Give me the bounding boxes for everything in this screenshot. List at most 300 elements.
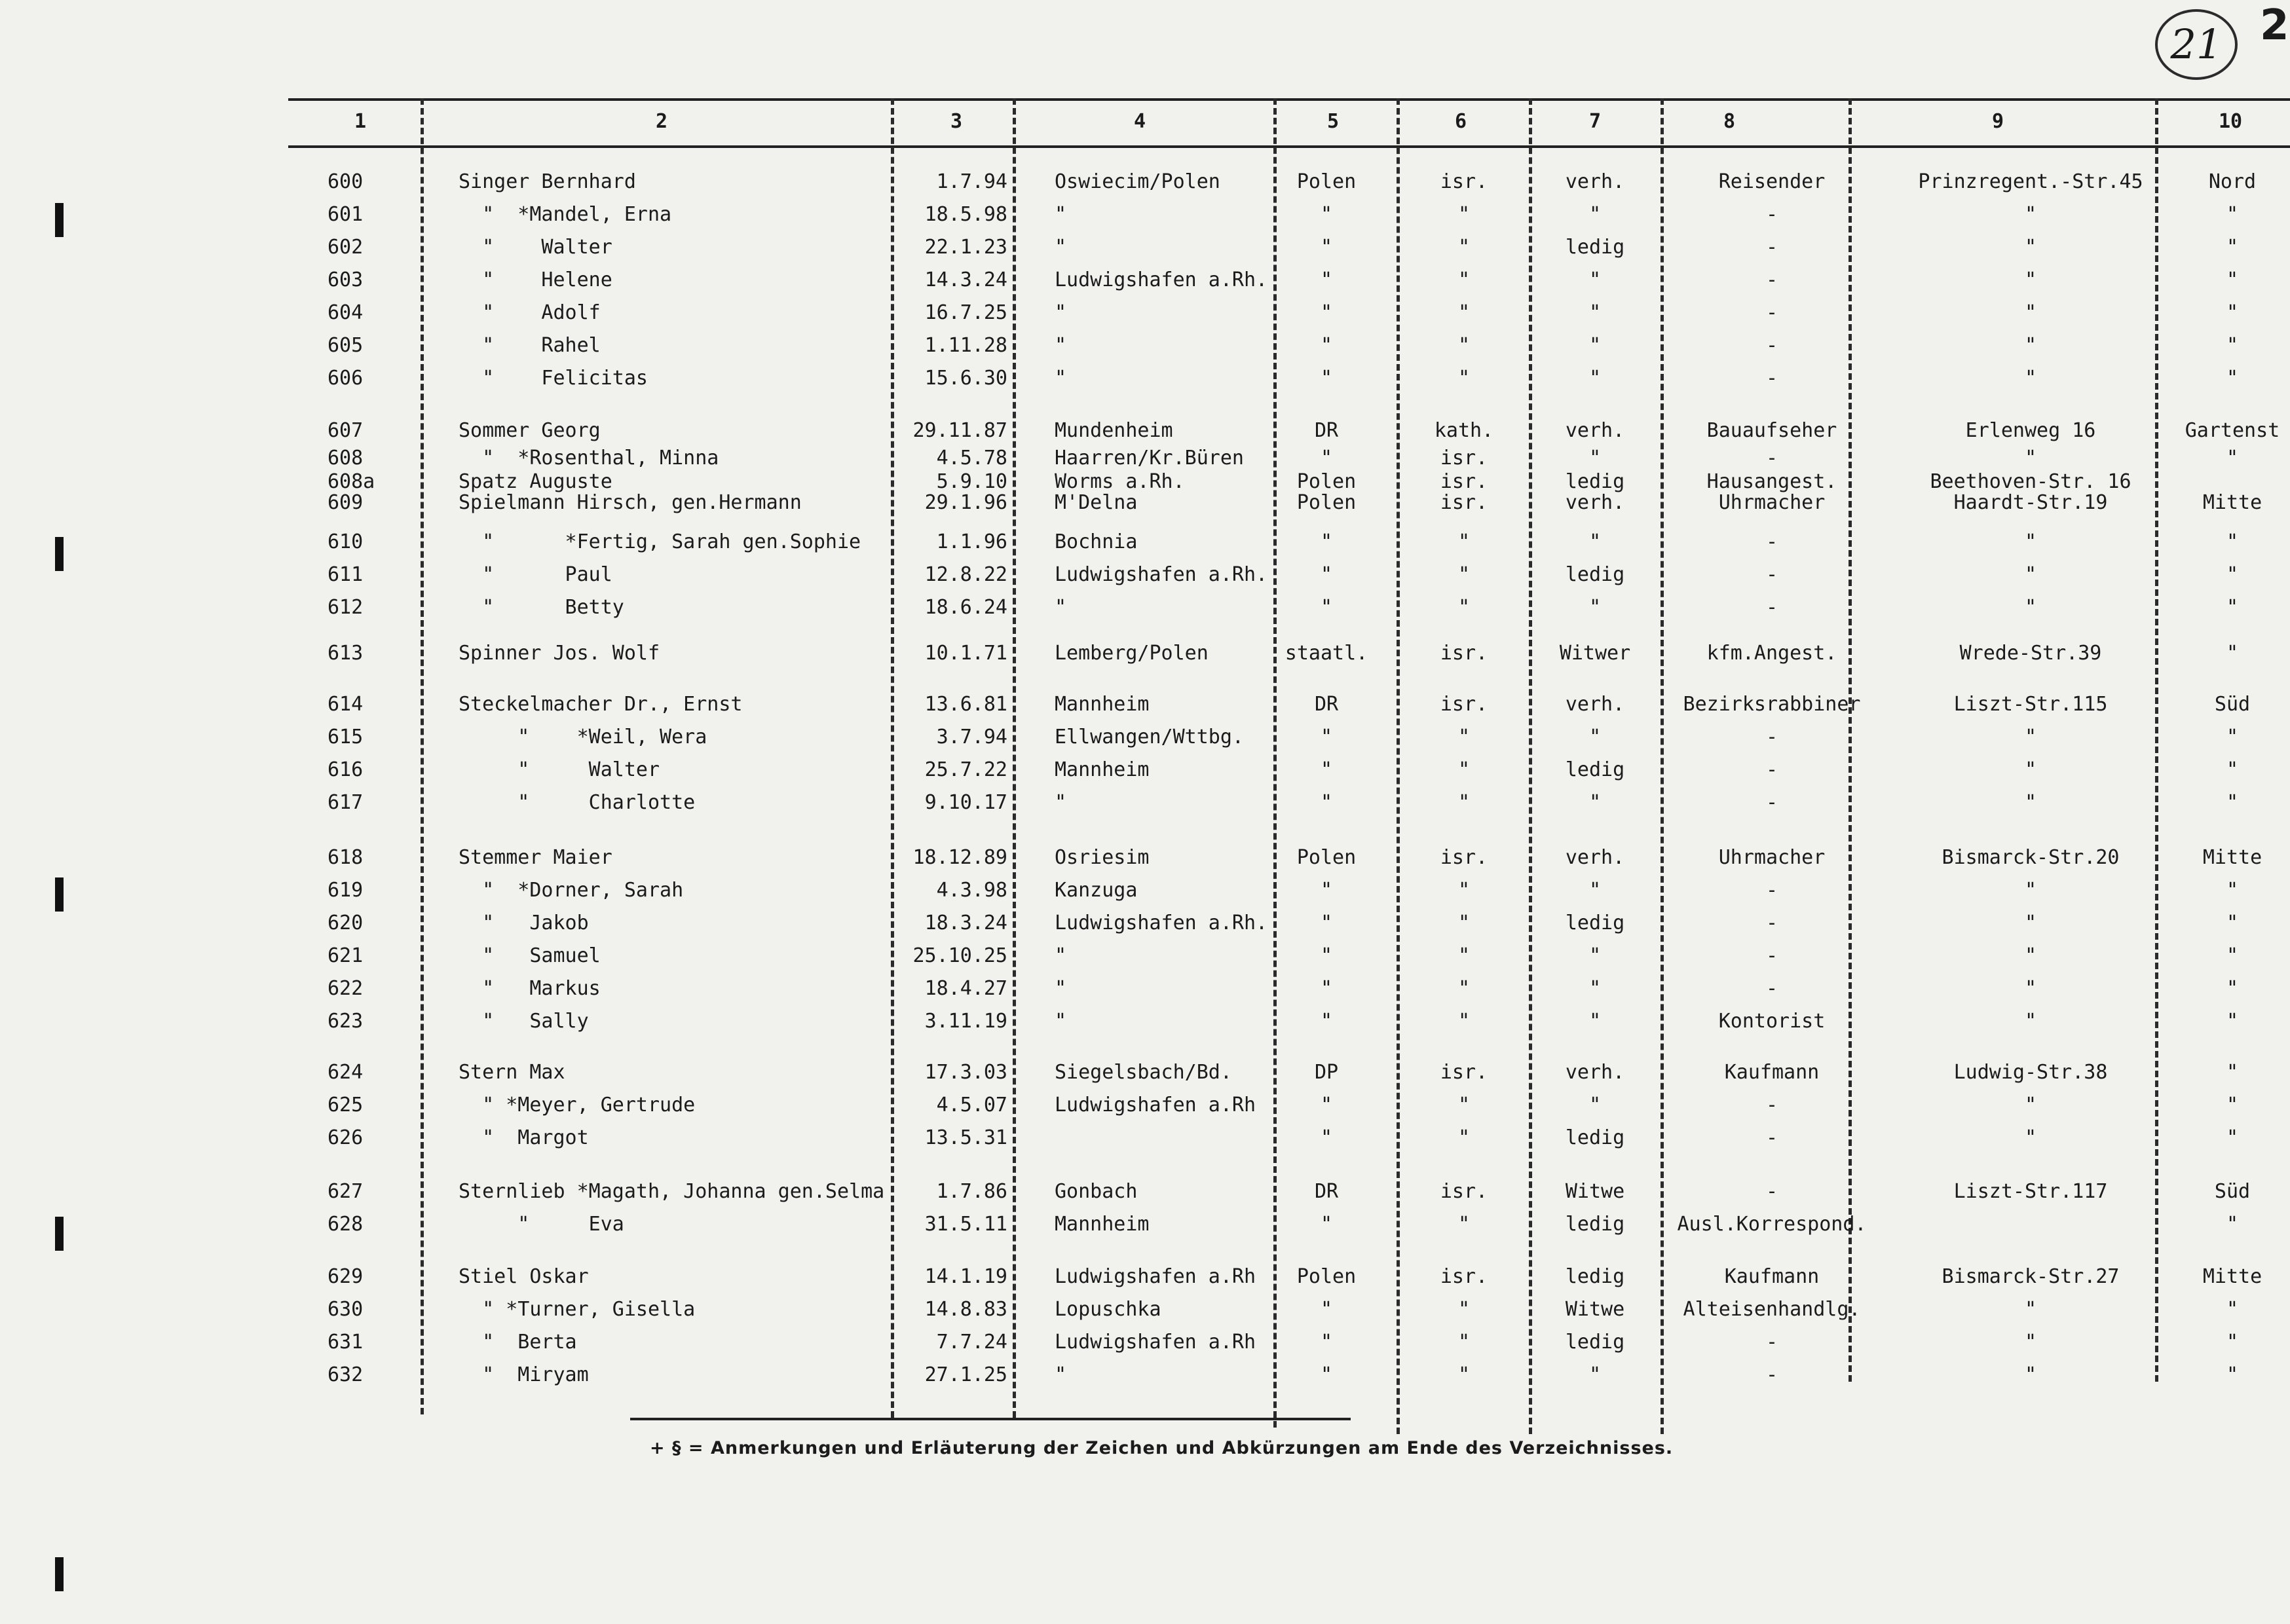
religion: " <box>1457 1094 1471 1116</box>
birth-date: 12.8.22 <box>924 563 1007 586</box>
birth-place: " <box>1055 367 1067 390</box>
person-name: Sommer Georg <box>459 419 601 442</box>
person-name: Spinner Jos. Wolf <box>459 642 660 665</box>
birth-place: Ludwigshafen a.Rh <box>1055 1265 1256 1288</box>
person-name: " Rahel <box>459 334 601 357</box>
citizenship: " <box>1320 268 1333 291</box>
religion: isr. <box>1440 693 1488 716</box>
citizenship: " <box>1320 1298 1333 1321</box>
entry-number: 608 <box>328 447 364 470</box>
district: " <box>2226 1126 2239 1149</box>
religion: isr. <box>1440 491 1488 514</box>
citizenship: DR <box>1314 1180 1339 1203</box>
street-address: Liszt-Str.115 <box>1953 693 2108 716</box>
person-name: " Berta <box>459 1331 577 1354</box>
marital-status: verh. <box>1565 491 1625 514</box>
street-address: " <box>2024 596 2037 619</box>
religion: " <box>1457 268 1471 291</box>
marital-status: " <box>1588 447 1602 470</box>
street-address: " <box>2024 1126 2037 1149</box>
birth-place: Ludwigshafen a.Rh. <box>1055 268 1268 291</box>
marital-status: " <box>1588 977 1602 1000</box>
religion: " <box>1457 236 1471 259</box>
religion: " <box>1457 1010 1471 1033</box>
district: " <box>2226 367 2239 390</box>
street-address: Liszt-Str.117 <box>1953 1180 2108 1203</box>
district: " <box>2226 642 2239 665</box>
birth-date: 17.3.03 <box>924 1061 1007 1084</box>
citizenship: Polen <box>1296 491 1357 514</box>
birth-date: 9.10.17 <box>924 791 1007 814</box>
punch-hole <box>55 537 64 571</box>
religion: " <box>1457 1363 1471 1386</box>
punch-hole <box>55 203 64 237</box>
birth-place: Mannheim <box>1055 758 1150 781</box>
street-address: Bismarck-Str.20 <box>1942 846 2120 869</box>
occupation: - <box>1765 912 1778 934</box>
occupation: - <box>1765 977 1778 1000</box>
person-name: " Charlotte <box>459 791 696 814</box>
occupation: - <box>1765 268 1778 291</box>
column-number-header: 3 <box>950 110 963 133</box>
entry-number: 613 <box>328 642 364 665</box>
person-name: " *Mandel, Erna <box>459 203 672 226</box>
citizenship: " <box>1320 1331 1333 1354</box>
entry-number: 623 <box>328 1010 364 1033</box>
citizenship: " <box>1320 726 1333 748</box>
religion: " <box>1457 977 1471 1000</box>
street-address: " <box>2024 912 2037 934</box>
street-address: Ludwig-Str.38 <box>1953 1061 2108 1084</box>
citizenship: " <box>1320 203 1333 226</box>
citizenship: " <box>1320 367 1333 390</box>
person-name: Steckelmacher Dr., Ernst <box>459 693 743 716</box>
occupation: Bezirksrabbiner <box>1683 693 1861 716</box>
citizenship: " <box>1320 1213 1333 1236</box>
marital-status: ledig <box>1565 912 1625 934</box>
religion: " <box>1457 879 1471 902</box>
occupation: - <box>1765 530 1778 553</box>
religion: isr. <box>1440 470 1488 493</box>
birth-date: 1.11.28 <box>924 334 1007 357</box>
street-address: " <box>2024 879 2037 902</box>
birth-place: Ludwigshafen a.Rh. <box>1055 563 1268 586</box>
entry-number: 605 <box>328 334 364 357</box>
entry-number: 603 <box>328 268 364 291</box>
birth-place: Kanzuga <box>1055 879 1138 902</box>
marital-status: verh. <box>1565 1061 1625 1084</box>
citizenship: Polen <box>1296 470 1357 493</box>
column-divider <box>1397 98 1400 1434</box>
district: Süd <box>2214 693 2251 716</box>
birth-place: " <box>1055 944 1067 967</box>
entry-number: 628 <box>328 1213 364 1236</box>
entry-number: 616 <box>328 758 364 781</box>
district: Mitte <box>2202 846 2262 869</box>
entry-number: 620 <box>328 912 364 934</box>
marital-status: verh. <box>1565 170 1625 193</box>
footnote: + § = Anmerkungen und Erläuterung der Zeichen und Abkürzungen am Ende des Verzeichnisses. <box>650 1438 1674 1458</box>
citizenship: " <box>1320 1363 1333 1386</box>
marital-status: " <box>1588 1094 1602 1116</box>
street-address: " <box>2024 236 2037 259</box>
marital-status: ledig <box>1565 1126 1625 1149</box>
punch-hole <box>55 877 64 912</box>
birth-place: " <box>1055 236 1067 259</box>
citizenship: staatl. <box>1285 642 1368 665</box>
entry-number: 612 <box>328 596 364 619</box>
occupation: - <box>1765 879 1778 902</box>
entry-number: 629 <box>328 1265 364 1288</box>
district: " <box>2226 334 2239 357</box>
district: " <box>2226 530 2239 553</box>
birth-date: 18.5.98 <box>924 203 1007 226</box>
marital-status: ledig <box>1565 1213 1625 1236</box>
occupation: - <box>1765 563 1778 586</box>
column-number-header: 2 <box>655 110 668 133</box>
street-address: " <box>2024 268 2037 291</box>
religion: " <box>1457 530 1471 553</box>
occupation: - <box>1765 726 1778 748</box>
occupation: Bauaufseher <box>1706 419 1837 442</box>
occupation: - <box>1765 944 1778 967</box>
citizenship: " <box>1320 977 1333 1000</box>
occupation: Uhrmacher <box>1718 846 1826 869</box>
occupation: - <box>1765 334 1778 357</box>
religion: " <box>1457 944 1471 967</box>
birth-place: Mundenheim <box>1055 419 1173 442</box>
occupation: Kaufmann <box>1724 1265 1820 1288</box>
entry-number: 632 <box>328 1363 364 1386</box>
district: " <box>2226 203 2239 226</box>
marital-status: verh. <box>1565 846 1625 869</box>
street-address: " <box>2024 977 2037 1000</box>
marital-status: " <box>1588 301 1602 324</box>
district: " <box>2226 563 2239 586</box>
birth-place: " <box>1055 1010 1067 1033</box>
district: " <box>2226 301 2239 324</box>
birth-place: Ludwigshafen a.Rh <box>1055 1094 1256 1116</box>
person-name: " Sally <box>459 1010 589 1033</box>
religion: " <box>1457 367 1471 390</box>
street-address: Prinzregent.-Str.45 <box>1918 170 2143 193</box>
birth-place: Ludwigshafen a.Rh <box>1055 1331 1256 1354</box>
religion: isr. <box>1440 846 1488 869</box>
header-bottom-rule <box>288 145 2290 148</box>
district: " <box>2226 1010 2239 1033</box>
birth-date: 3.7.94 <box>936 726 1007 748</box>
citizenship: " <box>1320 334 1333 357</box>
birth-date: 4.5.07 <box>936 1094 1007 1116</box>
marital-status: " <box>1588 726 1602 748</box>
religion: isr. <box>1440 1265 1488 1288</box>
street-address <box>1900 1211 2162 1238</box>
column-number-header: 10 <box>2218 110 2243 133</box>
street-address: Wrede-Str.39 <box>1959 642 2102 665</box>
birth-place: " <box>1055 596 1067 619</box>
marital-status: ledig <box>1565 758 1625 781</box>
birth-place <box>1055 1125 1271 1151</box>
entry-number: 614 <box>328 693 364 716</box>
religion: " <box>1457 791 1471 814</box>
district: " <box>2226 944 2239 967</box>
person-name: " Markus <box>459 977 601 1000</box>
birth-date: 7.7.24 <box>936 1331 1007 1354</box>
citizenship: " <box>1320 879 1333 902</box>
birth-place: " <box>1055 791 1067 814</box>
person-name: " Jakob <box>459 912 589 934</box>
birth-date: 1.1.96 <box>936 530 1007 553</box>
street-address: " <box>2024 367 2037 390</box>
entry-number: 601 <box>328 203 364 226</box>
occupation: Kaufmann <box>1724 1061 1820 1084</box>
table-bottom-rule <box>630 1418 1351 1420</box>
citizenship: " <box>1320 301 1333 324</box>
person-name: " Walter <box>459 758 660 781</box>
occupation: Alteisenhandlg. <box>1683 1298 1861 1321</box>
entry-number: 627 <box>328 1180 364 1203</box>
birth-date: 18.3.24 <box>924 912 1007 934</box>
street-address: " <box>2024 1010 2037 1033</box>
birth-place: Bochnia <box>1055 530 1138 553</box>
occupation: - <box>1765 367 1778 390</box>
street-address: " <box>2024 758 2037 781</box>
marital-status: Witwer <box>1559 642 1631 665</box>
column-number-header: 5 <box>1326 110 1340 133</box>
occupation: - <box>1765 301 1778 324</box>
entry-number: 631 <box>328 1331 364 1354</box>
birth-place: Osriesim <box>1055 846 1150 869</box>
column-divider <box>1273 98 1277 1428</box>
religion: " <box>1457 1331 1471 1354</box>
person-name: " Adolf <box>459 301 601 324</box>
occupation: - <box>1765 1126 1778 1149</box>
birth-date: 4.3.98 <box>936 879 1007 902</box>
citizenship: DR <box>1314 419 1339 442</box>
religion: " <box>1457 334 1471 357</box>
street-address: Haardt-Str.19 <box>1953 491 2108 514</box>
column-number-header: 8 <box>1723 110 1736 133</box>
marital-status: ledig <box>1565 236 1625 259</box>
birth-date: 13.5.31 <box>924 1126 1007 1149</box>
birth-place: Worms a.Rh. <box>1055 470 1185 493</box>
occupation: - <box>1765 447 1778 470</box>
punch-hole <box>55 1557 64 1591</box>
religion: " <box>1457 203 1471 226</box>
religion: isr. <box>1440 170 1488 193</box>
citizenship: " <box>1320 447 1333 470</box>
occupation: - <box>1765 203 1778 226</box>
district: " <box>2226 1061 2239 1084</box>
marital-status: " <box>1588 879 1602 902</box>
occupation: - <box>1765 1331 1778 1354</box>
marital-status: " <box>1588 334 1602 357</box>
birth-place: " <box>1055 1363 1067 1386</box>
occupation: Reisender <box>1718 170 1826 193</box>
person-name: " Samuel <box>459 944 601 967</box>
citizenship: " <box>1320 563 1333 586</box>
column-number-header: 6 <box>1454 110 1467 133</box>
district: Nord <box>2208 170 2257 193</box>
person-name: " *Meyer, Gertrude <box>459 1094 696 1116</box>
occupation: - <box>1765 791 1778 814</box>
birth-date: 16.7.25 <box>924 301 1007 324</box>
birth-place: Mannheim <box>1055 693 1150 716</box>
citizenship: Polen <box>1296 1265 1357 1288</box>
page-number-circle: 21 <box>2155 9 2238 80</box>
occupation: Uhrmacher <box>1718 491 1826 514</box>
district: " <box>2226 1331 2239 1354</box>
entry-number: 624 <box>328 1061 364 1084</box>
street-address: " <box>2024 791 2037 814</box>
birth-place: Mannheim <box>1055 1213 1150 1236</box>
citizenship: Polen <box>1296 846 1357 869</box>
street-address: Erlenweg 16 <box>1965 419 2096 442</box>
citizenship: " <box>1320 530 1333 553</box>
citizenship: " <box>1320 1010 1333 1033</box>
person-name: " Eva <box>459 1213 624 1236</box>
entry-number: 600 <box>328 170 364 193</box>
person-name: " *Dorner, Sarah <box>459 879 684 902</box>
header-top-rule <box>288 98 2290 101</box>
birth-date: 18.6.24 <box>924 596 1007 619</box>
street-address: " <box>2024 203 2037 226</box>
entry-number: 617 <box>328 791 364 814</box>
street-address: " <box>2024 1331 2037 1354</box>
birth-place: Lopuschka <box>1055 1298 1161 1321</box>
birth-date: 13.6.81 <box>924 693 1007 716</box>
entry-number: 602 <box>328 236 364 259</box>
religion: " <box>1457 726 1471 748</box>
person-name: Spatz Auguste <box>459 470 612 493</box>
birth-place: Haarren/Kr.Büren <box>1055 447 1244 470</box>
punch-hole <box>55 1217 64 1251</box>
marital-status: " <box>1588 367 1602 390</box>
column-number-header: 9 <box>1991 110 2004 133</box>
marital-status: Witwe <box>1565 1298 1625 1321</box>
occupation: - <box>1765 1180 1778 1203</box>
entry-number: 610 <box>328 530 364 553</box>
district: Gartenst <box>2185 419 2280 442</box>
citizenship: DR <box>1314 693 1339 716</box>
citizenship: " <box>1320 944 1333 967</box>
district: " <box>2226 268 2239 291</box>
column-divider <box>1013 98 1016 1418</box>
birth-date: 14.1.19 <box>924 1265 1007 1288</box>
birth-date: 1.7.86 <box>936 1180 1007 1203</box>
religion: " <box>1457 758 1471 781</box>
district: " <box>2226 1213 2239 1236</box>
person-name: Sternlieb *Magath, Johanna gen.Selma <box>459 1180 885 1203</box>
birth-place: " <box>1055 301 1067 324</box>
birth-date: 25.10.25 <box>912 944 1007 967</box>
marital-status: verh. <box>1565 419 1625 442</box>
citizenship: " <box>1320 1126 1333 1149</box>
birth-date: 27.1.25 <box>924 1363 1007 1386</box>
citizenship: " <box>1320 236 1333 259</box>
entry-number: 607 <box>328 419 364 442</box>
birth-date: 18.12.89 <box>912 846 1007 869</box>
person-name: Stern Max <box>459 1061 565 1084</box>
religion: isr. <box>1440 1061 1488 1084</box>
entry-number: 609 <box>328 491 364 514</box>
religion: " <box>1457 1126 1471 1149</box>
marital-status: " <box>1588 203 1602 226</box>
street-address: " <box>2024 1363 2037 1386</box>
street-address: " <box>2024 726 2037 748</box>
district: " <box>2226 447 2239 470</box>
birth-place: Oswiecim/Polen <box>1055 170 1220 193</box>
entry-number: 630 <box>328 1298 364 1321</box>
entry-number: 611 <box>328 563 364 586</box>
religion: kath. <box>1434 419 1494 442</box>
occupation: Ausl.Korrespond. <box>1677 1213 1867 1236</box>
marital-status: " <box>1588 791 1602 814</box>
birth-date: 10.1.71 <box>924 642 1007 665</box>
birth-place: Siegelsbach/Bd. <box>1055 1061 1232 1084</box>
birth-date: 4.5.78 <box>936 447 1007 470</box>
occupation: Hausangest. <box>1706 470 1837 493</box>
birth-date: 22.1.23 <box>924 236 1007 259</box>
person-name: " *Weil, Wera <box>459 726 707 748</box>
district: " <box>2226 791 2239 814</box>
marital-status: ledig <box>1565 1265 1625 1288</box>
occupation: kfm.Angest. <box>1706 642 1837 665</box>
marital-status: " <box>1588 1010 1602 1033</box>
person-name: Spielmann Hirsch, gen.Hermann <box>459 491 802 514</box>
birth-place: Ludwigshafen a.Rh. <box>1055 912 1268 934</box>
district: " <box>2226 879 2239 902</box>
religion: " <box>1457 1213 1471 1236</box>
person-name: " Paul <box>459 563 612 586</box>
birth-date: 29.11.87 <box>912 419 1007 442</box>
street-address: " <box>2024 301 2037 324</box>
district: " <box>2226 726 2239 748</box>
entry-number: 621 <box>328 944 364 967</box>
citizenship: " <box>1320 1094 1333 1116</box>
marital-status: " <box>1588 530 1602 553</box>
religion: " <box>1457 1298 1471 1321</box>
street-address: Bismarck-Str.27 <box>1942 1265 2120 1288</box>
marital-status: " <box>1588 1363 1602 1386</box>
birth-date: 1.7.94 <box>936 170 1007 193</box>
occupation: - <box>1765 758 1778 781</box>
person-name: " Walter <box>459 236 612 259</box>
birth-place: M'Delna <box>1055 491 1138 514</box>
birth-date: 18.4.27 <box>924 977 1007 1000</box>
occupation: - <box>1765 236 1778 259</box>
religion: isr. <box>1440 642 1488 665</box>
column-number-header: 7 <box>1588 110 1602 133</box>
birth-date: 14.3.24 <box>924 268 1007 291</box>
district: " <box>2226 977 2239 1000</box>
street-address: " <box>2024 944 2037 967</box>
street-address: " <box>2024 563 2037 586</box>
citizenship: Polen <box>1296 170 1357 193</box>
street-address: " <box>2024 1094 2037 1116</box>
district: " <box>2226 758 2239 781</box>
birth-date: 31.5.11 <box>924 1213 1007 1236</box>
marital-status: " <box>1588 268 1602 291</box>
birth-place: " <box>1055 334 1067 357</box>
marital-status: ledig <box>1565 563 1625 586</box>
religion: " <box>1457 596 1471 619</box>
religion: " <box>1457 563 1471 586</box>
district: " <box>2226 1363 2239 1386</box>
birth-date: 14.8.83 <box>924 1298 1007 1321</box>
person-name: Singer Bernhard <box>459 170 636 193</box>
marital-status: verh. <box>1565 693 1625 716</box>
